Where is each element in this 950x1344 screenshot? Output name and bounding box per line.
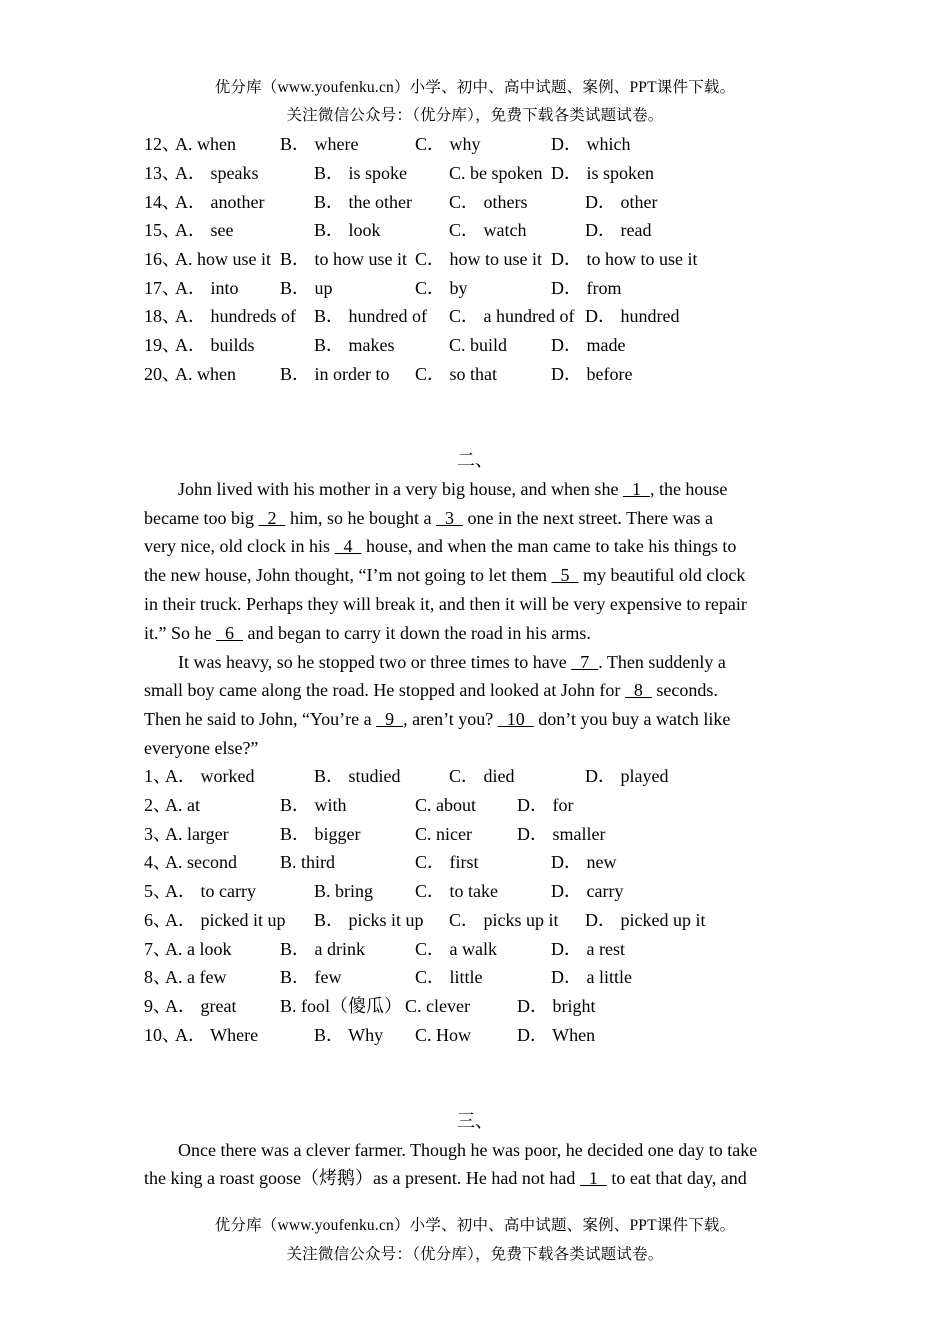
option-d: D． smaller [517, 824, 606, 844]
blank-7: 7 [571, 652, 599, 672]
option-b: B. bring [314, 881, 374, 901]
question-number: 6、 [144, 910, 171, 930]
blank-6: 6 [216, 623, 243, 643]
option-b: B． few [280, 967, 342, 987]
passage-text: became too big [144, 508, 259, 528]
option-c: C． by [415, 278, 468, 298]
option-c: C． a hundred of [449, 306, 575, 326]
passage-text: him, so he bought a [285, 508, 436, 528]
question-number: 9、 [144, 996, 171, 1016]
option-a: A. a look [165, 939, 232, 959]
option-b: B． picks it up [314, 910, 424, 930]
option-c: C． died [449, 766, 515, 786]
question-number: 3、 [144, 824, 171, 844]
option-d: D． When [517, 1025, 596, 1045]
option-a: A． into [175, 278, 239, 298]
passage-line [144, 504, 713, 532]
passage-text: small boy came along the road. He stopped and looked at John for [144, 680, 625, 700]
blank-10: 10 [497, 709, 534, 729]
option-a: A． another [175, 192, 265, 212]
question-number: 12、 [144, 134, 180, 154]
passage-text: the new house, John thought, “I’m not going to let them [144, 565, 552, 585]
option-c: C. about [415, 795, 476, 815]
option-b: B． a drink [280, 939, 365, 959]
passage-text: Then he said to John, “You’re a [144, 709, 377, 729]
option-c: C． picks up it [449, 910, 559, 930]
question-number: 19、 [144, 335, 180, 355]
option-c: C． so that [415, 364, 498, 384]
passage-text: my beautiful old clock [578, 565, 746, 585]
section3-title: 三、 [457, 1111, 493, 1131]
option-d: D． made [551, 335, 626, 355]
option-b: B． studied [314, 766, 401, 786]
question-number: 18、 [144, 306, 180, 326]
blank-2: 2 [258, 508, 286, 528]
question-number: 15、 [144, 220, 180, 240]
option-b: B． Why [314, 1025, 384, 1045]
option-b: B. fool（傻瓜） [280, 996, 403, 1016]
question-number: 1、 [144, 766, 171, 786]
option-a: A. at [165, 795, 200, 815]
passage-line [178, 1136, 757, 1164]
option-b: B． is spoke [314, 163, 408, 183]
passage-text: don’t you buy a watch like [533, 709, 731, 729]
option-d: D． for [517, 795, 574, 815]
passage-text: it.” So he [144, 623, 216, 643]
question-number: 2、 [144, 795, 171, 815]
question-number: 4、 [144, 852, 171, 872]
option-b: B. third [280, 852, 336, 872]
option-c: C． a walk [415, 939, 497, 959]
section2-title: 二、 [457, 450, 493, 470]
passage-line [144, 705, 730, 733]
option-c: C． to take [415, 881, 498, 901]
option-d: D． played [585, 766, 669, 786]
option-d: D． read [585, 220, 652, 240]
blank-3: 3 [435, 508, 463, 528]
option-c: C. be spoken [449, 163, 543, 183]
option-c: C. nicer [415, 824, 472, 844]
option-a: A． Where [175, 1025, 259, 1045]
option-d: D． bright [517, 996, 596, 1016]
option-c: C． little [415, 967, 483, 987]
option-a: A． hundreds of [175, 306, 296, 326]
option-c: C. clever [405, 996, 470, 1016]
option-a: A. when [175, 134, 236, 154]
passage-line [144, 676, 718, 704]
passage-text: , the house [649, 479, 728, 499]
passage-text: seconds. [651, 680, 718, 700]
passage-text: house, and when the man came to take his things to [361, 536, 737, 556]
blank-1: 1 [579, 1168, 607, 1188]
option-b: B． hundred of [314, 306, 427, 326]
option-d: D． from [551, 278, 622, 298]
option-d: D． before [551, 364, 633, 384]
option-a: A． builds [175, 335, 255, 355]
option-b: B． where [280, 134, 359, 154]
blank-5: 5 [551, 565, 579, 585]
option-a: A． to carry [165, 881, 256, 901]
passage-line [144, 734, 258, 762]
passage-text: in their truck. Perhaps they will break it, and then it will be very expensive to repair [144, 594, 747, 614]
question-number: 16、 [144, 249, 180, 269]
passage-text: one in the next street. There was a [462, 508, 714, 528]
option-a: A. second [165, 852, 237, 872]
passage-text: and began to carry it down the road in his arms. [243, 623, 591, 643]
option-d: D． which [551, 134, 631, 154]
option-d: D． other [585, 192, 658, 212]
option-b: B． in order to [280, 364, 390, 384]
question-number: 13、 [144, 163, 180, 183]
blank-1: 1 [622, 479, 650, 499]
option-b: B． up [280, 278, 333, 298]
page-footer-line-2: 关注微信公众号：（优分库），免费下载各类试题试卷。 [286, 1246, 664, 1263]
option-d: D． a little [551, 967, 632, 987]
option-a: A. larger [165, 824, 229, 844]
option-b: B． the other [314, 192, 412, 212]
passage-line [144, 532, 736, 560]
option-d: D． is spoken [551, 163, 654, 183]
question-number: 20、 [144, 364, 180, 384]
option-d: D． to how to use it [551, 249, 698, 269]
page-header-line-1: 优分库（www.youfenku.cn）小学、初中、高中试题、案例、PPT课件下载。 [214, 79, 736, 96]
option-d: D． hundred [585, 306, 680, 326]
option-c: C． why [415, 134, 481, 154]
option-b: B． with [280, 795, 347, 815]
option-c: C. How [415, 1025, 472, 1045]
option-a: A. when [175, 364, 236, 384]
question-number: 14、 [144, 192, 180, 212]
option-c: C. build [449, 335, 508, 355]
option-b: B． makes [314, 335, 395, 355]
passage-text: Once there was a clever farmer. Though he was poor, he decided one day to take [178, 1140, 758, 1160]
option-b: B． bigger [280, 824, 361, 844]
option-a: A． worked [165, 766, 255, 786]
option-c: C． others [449, 192, 528, 212]
question-number: 5、 [144, 881, 171, 901]
option-c: C． first [415, 852, 479, 872]
passage-text: . Then suddenly a [598, 652, 726, 672]
question-number: 7、 [144, 939, 171, 959]
passage-text: John lived with his mother in a very big house, and when she [178, 479, 623, 499]
page-footer-line-1: 优分库（www.youfenku.cn）小学、初中、高中试题、案例、PPT课件下载。 [214, 1217, 736, 1234]
passage-text: everyone else?” [144, 738, 259, 758]
question-number: 10、 [144, 1025, 180, 1045]
passage-line [144, 1164, 747, 1192]
option-a: A． great [165, 996, 237, 1016]
option-d: D． picked up it [585, 910, 706, 930]
blank-4: 4 [334, 536, 362, 556]
question-number: 17、 [144, 278, 180, 298]
option-a: A． speaks [175, 163, 259, 183]
page-header-line-2: 关注微信公众号：（优分库），免费下载各类试题试卷。 [286, 107, 664, 124]
option-a: A． picked it up [165, 910, 286, 930]
blank-8: 8 [624, 680, 652, 700]
option-a: A. a few [165, 967, 227, 987]
passage-line [178, 475, 727, 503]
passage-text: very nice, old clock in his [144, 536, 335, 556]
passage-text: to eat that day, and [606, 1168, 747, 1188]
option-d: D． a rest [551, 939, 625, 959]
option-c: C． how to use it [415, 249, 543, 269]
question-number: 8、 [144, 967, 171, 987]
option-b: B． look [314, 220, 381, 240]
passage-line [144, 619, 591, 647]
option-d: D． new [551, 852, 617, 872]
option-a: A． see [175, 220, 234, 240]
option-c: C． watch [449, 220, 527, 240]
option-a: A. how use it [175, 249, 271, 269]
passage-line [144, 561, 745, 589]
passage-text: , aren’t you? [403, 709, 498, 729]
blank-9: 9 [376, 709, 404, 729]
passage-text: It was heavy, so he stopped two or three times to have [178, 652, 572, 672]
option-d: D． carry [551, 881, 624, 901]
passage-text: the king a roast goose（烤鹅）as a present. He had not had [144, 1168, 580, 1188]
option-b: B． to how use it [280, 249, 408, 269]
passage-line [178, 648, 726, 676]
passage-line [144, 590, 747, 618]
